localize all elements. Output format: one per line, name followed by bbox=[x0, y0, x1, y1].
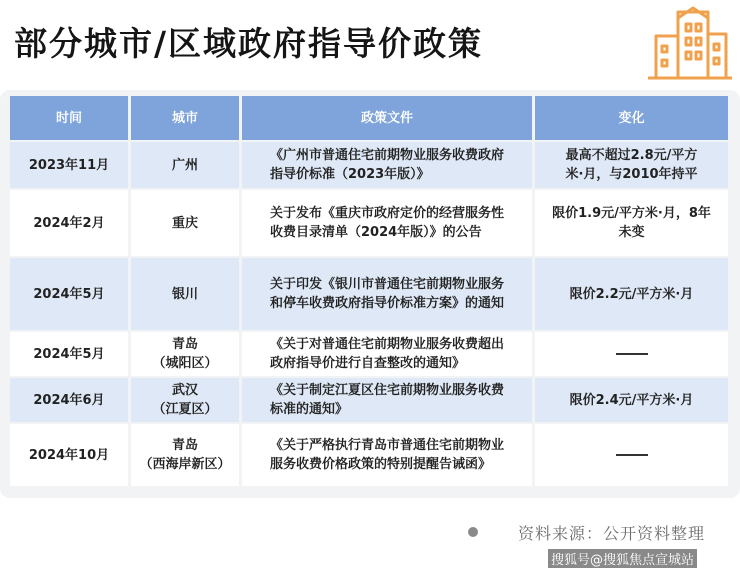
row5-city: 武汉 （江夏区） bbox=[131, 378, 239, 422]
row1-city: 广州 bbox=[131, 142, 239, 188]
header-time: 时间 bbox=[10, 96, 128, 140]
row3-doc: 关于印发《银川市普通住宅前期物业服务 和停车收费政府指导价标准方案》的通知 bbox=[242, 258, 532, 330]
row5-change: 限价2.4元/平方米·月 bbox=[535, 378, 728, 422]
row5-time: 2024年6月 bbox=[10, 378, 128, 422]
row4-time: 2024年5月 bbox=[10, 332, 128, 376]
building-icon bbox=[644, 4, 736, 82]
no-change-dash bbox=[616, 353, 648, 355]
row1-time: 2023年11月 bbox=[10, 142, 128, 188]
row2-city: 重庆 bbox=[131, 190, 239, 256]
no-change-dash bbox=[616, 454, 648, 456]
bullet-dot bbox=[468, 527, 478, 537]
row6-doc: 《关于严格执行青岛市普通住宅前期物业 服务收费价格政策的特别提醒告诫函》 bbox=[242, 424, 532, 486]
row3-city: 银川 bbox=[131, 258, 239, 330]
row4-doc: 《关于对普通住宅前期物业服务收费超出 政府指导价进行自查整改的通知》 bbox=[242, 332, 532, 376]
row3-change: 限价2.2元/平方米·月 bbox=[535, 258, 728, 330]
header-change: 变化 bbox=[535, 96, 728, 140]
row1-change: 最高不超过2.8元/平方 米·月，与2010年持平 bbox=[535, 142, 728, 188]
row1-doc: 《广州市普通住宅前期物业服务收费政府 指导价标准（2023年版）》 bbox=[242, 142, 532, 188]
header-city: 城市 bbox=[131, 96, 239, 140]
row2-time: 2024年2月 bbox=[10, 190, 128, 256]
row5-doc: 《关于制定江夏区住宅前期物业服务收费 标准的通知》 bbox=[242, 378, 532, 422]
page-title: 部分城市/区域政府指导价政策 bbox=[14, 24, 484, 63]
policy-table bbox=[0, 90, 740, 498]
source-note: 资料来源：公开资料整理 bbox=[518, 524, 706, 543]
policy-table-card bbox=[0, 90, 740, 498]
row2-change: 限价1.9元/平方米·月，8年 未变 bbox=[535, 190, 728, 256]
row2-doc: 关于发布《重庆市政府定价的经营服务性 收费目录清单（2024年版）》的公告 bbox=[242, 190, 532, 256]
row6-time: 2024年10月 bbox=[10, 424, 128, 486]
row6-city: 青岛 （西海岸新区） bbox=[131, 424, 239, 486]
row4-change bbox=[535, 332, 728, 376]
row6-change bbox=[535, 424, 728, 486]
row3-time: 2024年5月 bbox=[10, 258, 128, 330]
row4-city: 青岛 （城阳区） bbox=[131, 332, 239, 376]
header-doc: 政策文件 bbox=[242, 96, 532, 140]
watermark: 搜狐号@搜狐焦点宣城站 bbox=[548, 549, 697, 568]
